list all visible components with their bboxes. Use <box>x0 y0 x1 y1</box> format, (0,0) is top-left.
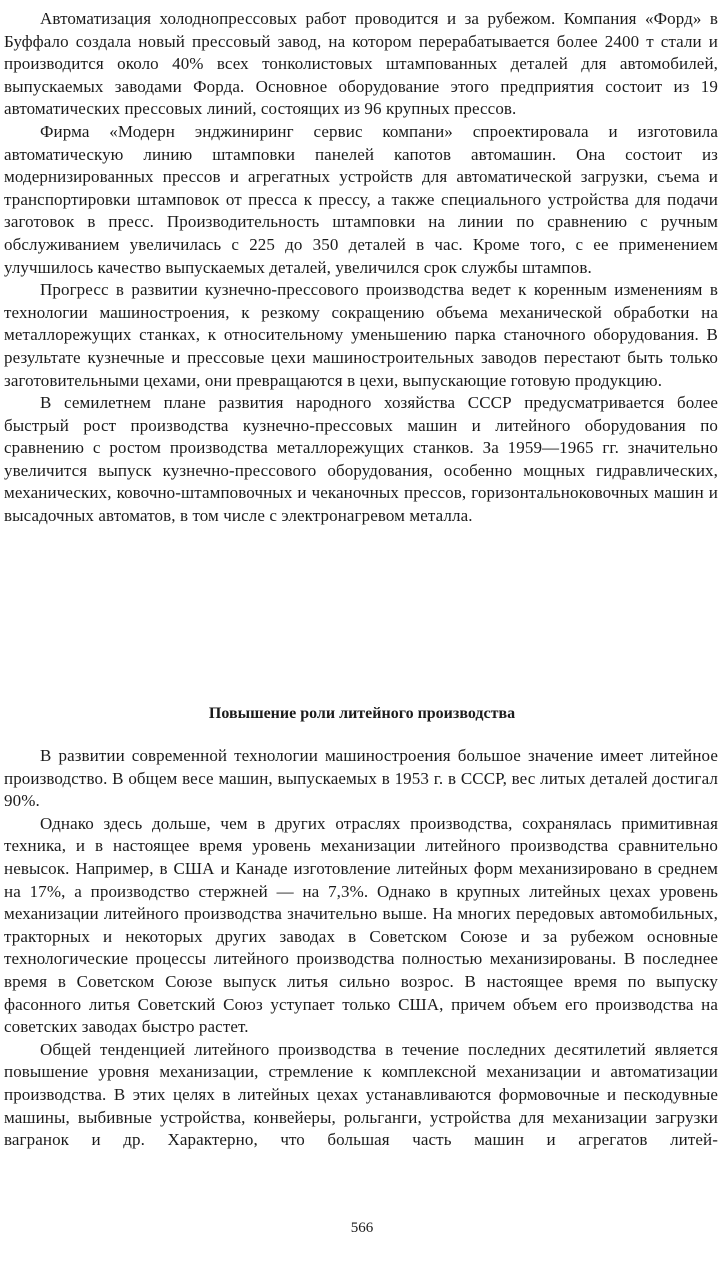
paragraph-seven-year-plan: В семилетнем плане развития народного хозяйства СССР предусматривается более быстрый рост производства кузнечно-прессовых машин и литейного оборудования по сравнению с ростом производства металлорежущих станков. За 1959—1965 гг. значительно увеличится выпуск кузнечно-прессового оборудования, особенно мощных гидравлических, механических, ковочно-штамповочных и чеканочных прессов, горизонтальноковочных машин и высадочных автоматов, в том числе с электронагревом металла. <box>4 393 718 526</box>
paragraph-forging-progress: Прогресс в развитии кузнечно-прессового производства ведет к коренным изменениям в технологии машиностроения, к резкому сокращению объема механической обработки на металлорежущих станках, к относительному уменьшению парка станочного оборудования. В результате кузнечные и прессовые цехи машиностроительных заводов перестают быть только заготовительными цехами, они превращаются в цехи, выпускающие готовую продукцию. <box>4 280 718 390</box>
paragraph-modern-engineering: Фирма «Модерн энджиниринг сервис компани» спроектировала и изготовила автоматическую линию штамповки панелей капотов автомашин. Она состоит из модернизированных прессов и агрегатных устройств для автоматической загрузки, съема и транспортировки штамповок от пресса к прессу, а также специального устройства для подачи заготовок в пресс. Производительность штамповки на линии по сравнению с ручным обслуживанием увеличилась с 225 до 350 деталей в час. Кроме того, с ее применением улучшилось качество выпускаемых деталей, увеличился срок службы штампов. <box>4 121 718 277</box>
section-foundry-text <box>4 745 718 1152</box>
paragraph-foundry-mechanization: Однако здесь дольше, чем в других отраслях производства, сохранялась примитивная техника, и в настоящее время уровень механизации литейного производства сравнительно невысок. Например, в США и Канаде изготовление литейных форм механизировано в среднем на 17%, а производство стержней — на 7,3%. Однако в крупных литейных цехах уровень механизации литейного производства значительно выше. На многих передовых автомобильных, тракторных и некоторых других заводах в Советском Союзе и за рубежом основные технологические процессы литейного производства полностью механизированы. В последнее время в Советском Союзе выпуск литья сильно возрос. В настоящее время по выпуску фасонного литья Советский Союз уступает только США, причем объем его производства на советских заводах быстро растет. <box>4 813 718 1037</box>
page-number: 566 <box>350 1220 374 1236</box>
paragraph-foundry-importance: В развитии современной технологии машиностроения большое значение имеет литейное производство. В общем весе машин, выпускаемых в 1953 г. в СССР, вес литых деталей достигал 90%. <box>4 746 718 811</box>
paragraph-foundry-trend: Общей тенденцией литейного производства в течение последних десятилетий является повышение уровня механизации, стремление к комплексной механизации и автоматизации производства. В этих целях в литейных цехах устанавливаются формовочные и пескодувные машины, выбивные устройства, конвейеры, рольганги, устройства для механизации загрузки вагранок и др. Характерно, что большая часть машин и агрегатов литей- <box>4 1039 718 1150</box>
section-heading: Повышение роли литейного производства <box>208 705 516 722</box>
paragraph-ford-buffalo: Автоматизация холоднопрессовых работ проводится и за рубежом. Компания «Форд» в Буффало создала новый прессовый завод, на котором перерабатывается более 2400 т стали и производится около 40% всех тонколистовых штампованных деталей для автомобилей, выпускаемых заводами Форда. Основное оборудование этого предприятия состоит из 19 автоматических прессовых линий, состоящих из 96 крупных прессов. <box>4 9 718 119</box>
section-automation-text <box>4 8 718 528</box>
